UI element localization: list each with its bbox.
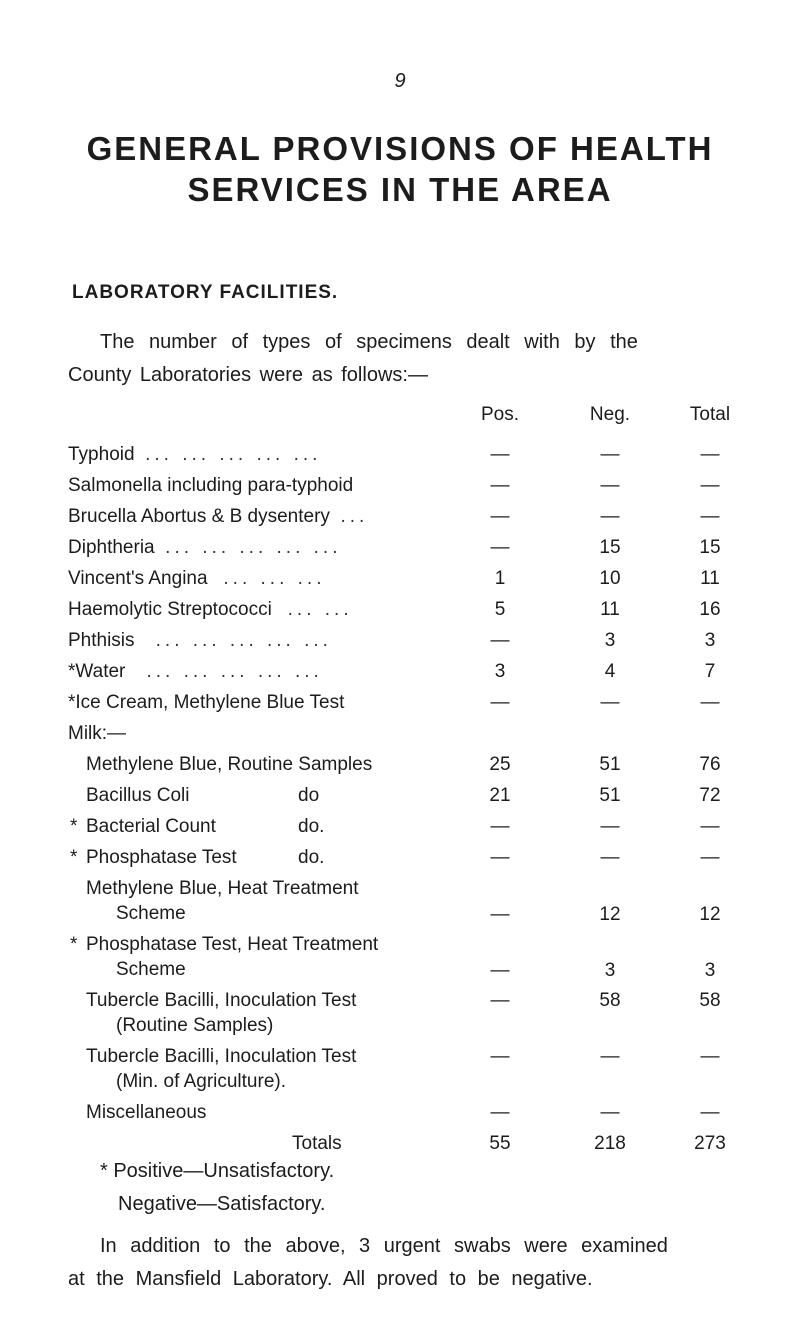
cell-neg: 3 bbox=[604, 960, 616, 981]
table-row bbox=[68, 469, 768, 500]
cell-total: — bbox=[700, 475, 720, 496]
header-neg: Neg. bbox=[589, 404, 631, 425]
cell-total: — bbox=[700, 1102, 720, 1123]
cell-pos: 21 bbox=[489, 785, 511, 806]
cell-neg: 4 bbox=[604, 661, 616, 682]
table-row bbox=[68, 593, 768, 624]
cell-pos: — bbox=[490, 537, 510, 558]
table-row bbox=[68, 1040, 768, 1096]
cell-neg: — bbox=[600, 506, 620, 527]
cell-neg: 12 bbox=[599, 904, 621, 925]
cell-neg: — bbox=[600, 847, 620, 868]
cell-total: 16 bbox=[699, 599, 721, 620]
cell-total: 58 bbox=[699, 990, 721, 1011]
closing-line-1: In addition to the above, 3 urgent swabs were examined bbox=[100, 1235, 668, 1257]
cell-neg: 51 bbox=[599, 785, 621, 806]
footnote-line-2: Negative—Satisfactory. bbox=[118, 1193, 326, 1215]
row-label: * Bacterial Count do. bbox=[70, 816, 325, 837]
page-title bbox=[0, 128, 800, 210]
row-label: Tubercle Bacilli, Inoculation Test (Min. of Agriculture). bbox=[86, 1046, 357, 1092]
total-neg: 218 bbox=[594, 1133, 626, 1154]
cell-total: — bbox=[700, 692, 720, 713]
header-pos: Pos. bbox=[480, 404, 520, 425]
row-label: * Phosphatase Test do. bbox=[70, 847, 325, 868]
row-label: *Ice Cream, Methylene Blue Test bbox=[68, 692, 345, 713]
intro-paragraph bbox=[68, 326, 732, 392]
cell-pos: — bbox=[490, 630, 510, 651]
title-line-2: SERVICES IN THE AREA bbox=[187, 171, 613, 208]
table-row bbox=[68, 810, 768, 841]
cell-neg: 58 bbox=[599, 990, 621, 1011]
row-label: Diphtheria ... ... ... ... ... bbox=[68, 537, 342, 558]
table-header-row bbox=[68, 398, 768, 438]
cell-total: — bbox=[700, 847, 720, 868]
page-number: 9 bbox=[394, 70, 406, 92]
table-subheading-row bbox=[68, 717, 768, 748]
asterisk: * bbox=[70, 816, 78, 837]
table-row bbox=[68, 984, 768, 1040]
cell-total: 72 bbox=[699, 785, 721, 806]
cell-pos: — bbox=[490, 960, 510, 981]
asterisk: * bbox=[70, 847, 78, 868]
cell-pos: — bbox=[490, 692, 510, 713]
cell-pos: — bbox=[490, 904, 510, 925]
header-total: Total bbox=[689, 404, 731, 425]
cell-neg: — bbox=[600, 1046, 620, 1067]
cell-pos: — bbox=[490, 1046, 510, 1067]
row-label: Phthisis ... ... ... ... ... bbox=[68, 630, 332, 651]
footnote-line-1: * Positive—Unsatisfactory. bbox=[100, 1160, 335, 1182]
cell-pos: — bbox=[490, 475, 510, 496]
table-row bbox=[68, 624, 768, 655]
totals-row bbox=[68, 1127, 768, 1158]
cell-neg: 3 bbox=[604, 630, 616, 651]
cell-neg: — bbox=[600, 475, 620, 496]
cell-neg: — bbox=[600, 816, 620, 837]
cell-pos: — bbox=[490, 816, 510, 837]
table-row bbox=[68, 872, 768, 928]
table-row bbox=[68, 748, 768, 779]
cell-total: — bbox=[700, 506, 720, 527]
table-row bbox=[68, 531, 768, 562]
row-label: Salmonella including para-typhoid bbox=[68, 475, 354, 496]
cell-neg: 11 bbox=[600, 599, 620, 620]
row-label: Miscellaneous bbox=[86, 1102, 207, 1123]
intro-line-1: The number of types of specimens dealt with by the bbox=[100, 331, 638, 353]
cell-total: 3 bbox=[704, 630, 716, 651]
cell-pos: — bbox=[490, 506, 510, 527]
cell-total: — bbox=[700, 444, 720, 465]
row-label: Vincent's Angina ... ... ... bbox=[68, 568, 326, 589]
table-row bbox=[68, 779, 768, 810]
cell-neg: 15 bbox=[599, 537, 621, 558]
table-row bbox=[68, 928, 768, 984]
title-line-1: GENERAL PROVISIONS OF HEALTH bbox=[86, 130, 714, 167]
row-label: Tubercle Bacilli, Inoculation Test (Routine Samples) bbox=[86, 990, 357, 1036]
table-row bbox=[68, 686, 768, 717]
row-label: Bacillus Coli do bbox=[86, 785, 320, 806]
ditto-mark: do. bbox=[298, 847, 325, 868]
footnote bbox=[100, 1155, 334, 1221]
row-label: * Phosphatase Test, Heat Treatment Scheme bbox=[70, 934, 379, 980]
total-total: 273 bbox=[694, 1133, 726, 1154]
cell-total: 12 bbox=[699, 904, 721, 925]
cell-pos: — bbox=[490, 444, 510, 465]
cell-pos: — bbox=[490, 847, 510, 868]
cell-neg: — bbox=[600, 444, 620, 465]
closing-paragraph bbox=[68, 1230, 758, 1296]
asterisk: * bbox=[68, 692, 76, 713]
table-row bbox=[68, 1096, 768, 1127]
row-label: Haemolytic Streptococci ... ... bbox=[68, 599, 353, 620]
cell-total: — bbox=[700, 1046, 720, 1067]
section-heading: LABORATORY FACILITIES. bbox=[72, 282, 339, 303]
table-row bbox=[68, 562, 768, 593]
cell-pos: — bbox=[490, 990, 510, 1011]
row-label: Typhoid ... ... ... ... ... bbox=[68, 444, 322, 465]
specimen-table bbox=[68, 398, 768, 1158]
cell-pos: 25 bbox=[489, 754, 511, 775]
row-label: *Water ... ... ... ... ... bbox=[68, 661, 323, 682]
cell-neg: 10 bbox=[599, 568, 621, 589]
cell-pos: — bbox=[490, 1102, 510, 1123]
cell-pos: 3 bbox=[494, 661, 506, 682]
asterisk: * bbox=[70, 934, 78, 955]
row-label: Methylene Blue, Heat Treatment Scheme bbox=[86, 878, 359, 924]
row-label: Methylene Blue, Routine Samples bbox=[86, 754, 373, 775]
cell-total: 15 bbox=[699, 537, 721, 558]
row-label: Brucella Abortus & B dysentery ... bbox=[68, 506, 369, 527]
table-row bbox=[68, 438, 768, 469]
closing-line-2: at the Mansfield Laboratory. All proved to be negative. bbox=[68, 1268, 593, 1290]
table-row bbox=[68, 655, 768, 686]
cell-pos: 5 bbox=[494, 599, 506, 620]
cell-total: 11 bbox=[700, 568, 720, 589]
cell-neg: — bbox=[600, 692, 620, 713]
asterisk: * bbox=[68, 661, 76, 682]
table-row bbox=[68, 841, 768, 872]
totals-label: Totals bbox=[292, 1133, 342, 1154]
cell-neg: — bbox=[600, 1102, 620, 1123]
cell-neg: 51 bbox=[599, 754, 621, 775]
intro-line-2: County Laboratories were as follows:— bbox=[68, 364, 428, 386]
cell-total: — bbox=[700, 816, 720, 837]
cell-total: 3 bbox=[704, 960, 716, 981]
cell-pos: 1 bbox=[494, 568, 506, 589]
table-row bbox=[68, 500, 768, 531]
total-pos: 55 bbox=[489, 1133, 511, 1154]
ditto-mark: do. bbox=[298, 816, 325, 837]
ditto-mark: do bbox=[298, 785, 320, 806]
cell-total: 7 bbox=[704, 661, 716, 682]
cell-total: 76 bbox=[699, 754, 721, 775]
row-label: Milk:— bbox=[68, 723, 127, 744]
